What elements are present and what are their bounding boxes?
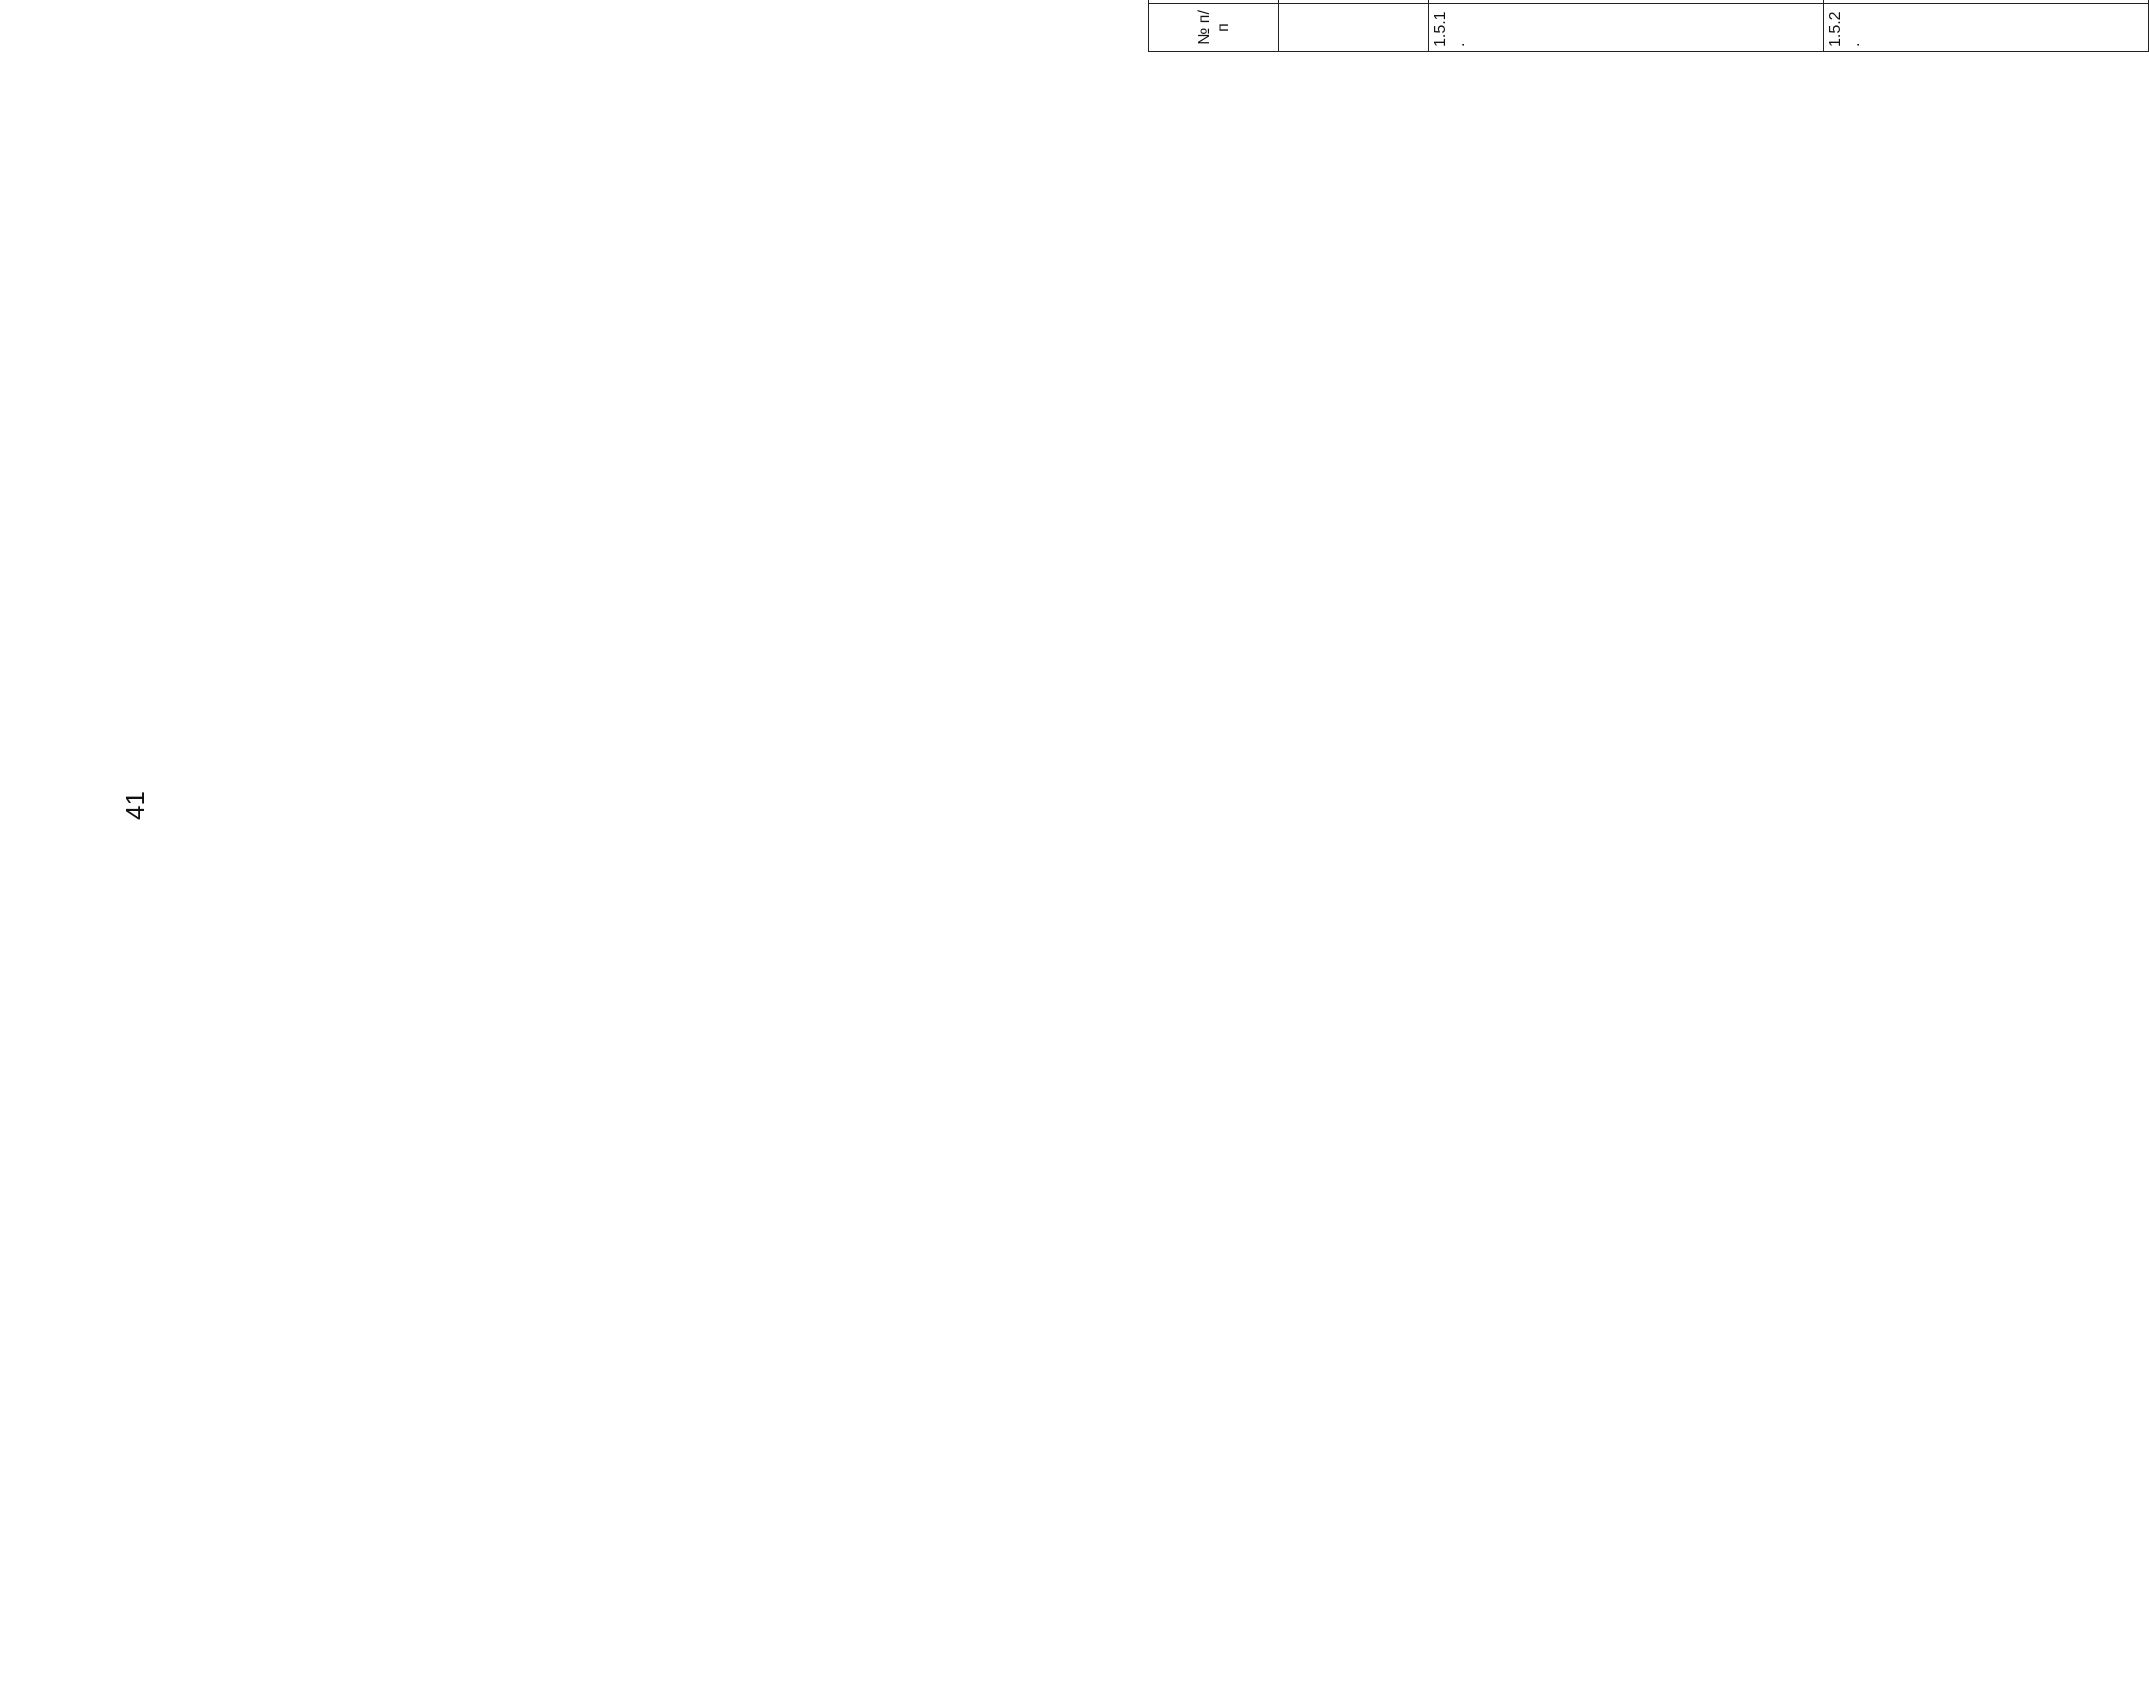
plan-table bbox=[1148, 0, 2149, 52]
cell-num: 1.5.2. bbox=[1824, 3, 2149, 51]
cell-name bbox=[1429, 0, 1824, 3]
table-row bbox=[1429, 0, 1824, 52]
cell-num: 1.5.1. bbox=[1429, 3, 1824, 51]
table-row bbox=[1824, 0, 2149, 52]
cell-name bbox=[1279, 0, 1429, 3]
cell-num bbox=[1279, 3, 1429, 51]
page-number: 41 bbox=[120, 791, 150, 820]
header-num: № п/п bbox=[1149, 3, 1279, 51]
rotated-page bbox=[1148, 0, 2148, 60]
header-name bbox=[1149, 0, 1279, 3]
table-row bbox=[1279, 0, 1429, 52]
cell-name bbox=[1824, 0, 2149, 3]
